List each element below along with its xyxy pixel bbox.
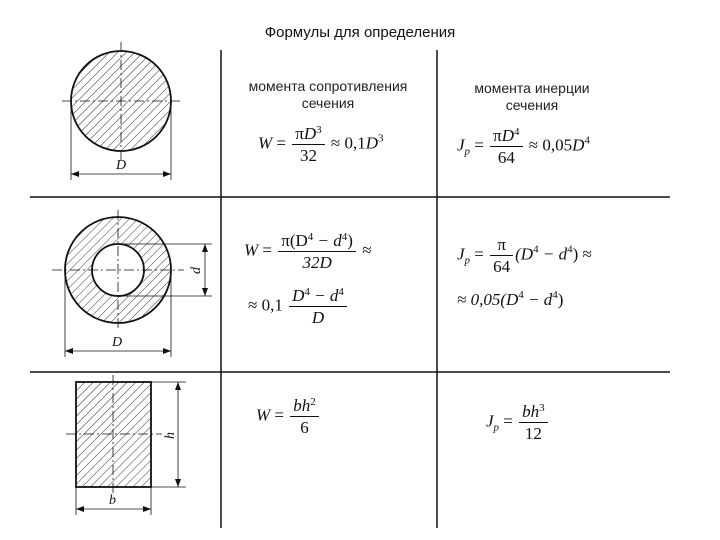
denominator: 12 [524,424,542,443]
numerator: bh [522,402,540,421]
dim-label-inner-diameter: d [189,267,204,274]
dim-label-width: b [109,493,116,508]
pi-symbol: π [493,126,502,145]
header-line: сечения [301,95,355,111]
dim-label-height: h [163,432,178,439]
dim-label-outer-diameter: D [116,158,127,173]
fraction [289,287,347,326]
approximation: ≈ 0,1 [330,133,366,153]
subscript: p [464,254,471,267]
formula-w-annulus [244,232,372,271]
formula-w-circle [258,125,384,164]
exponent: 3 [539,402,545,414]
num-var: D [292,286,305,305]
formula-w-annulus-approx [248,287,349,326]
approximation: ≈ 0,1 [248,295,283,315]
formula-lhs: W [256,405,271,425]
formula-mid: − d [523,290,553,309]
exponent: 4 [338,286,344,298]
formula-end: ) [557,290,564,309]
exponent: 4 [567,243,573,256]
formula-lhs: W [244,240,259,260]
equals-sign: = [274,405,285,425]
formula-w-rectangle [256,397,321,436]
exponent: 4 [341,231,348,243]
equals-sign: = [276,133,287,153]
num-var: D [501,126,515,145]
formula-j-rectangle [486,403,550,442]
formula-lhs: J [486,411,494,431]
formula-j-circle [457,127,590,166]
numerator: bh [293,396,311,415]
approx-var: D [572,135,585,155]
header-line: сечения [505,97,559,113]
denominator: D [311,308,325,327]
equals-sign: = [262,240,273,260]
equals-sign: = [474,244,484,264]
dim-label-outer-diameter: D [112,335,123,350]
numerator-start: π(D [281,231,308,250]
denominator: 64 [493,257,511,276]
pi-symbol: π [295,124,304,143]
page-title: Формулы для определения [264,24,456,41]
exponent: 4 [533,243,539,256]
header-line: момента сопротивления [248,78,408,94]
annulus-section [52,210,212,357]
formula-j-annulus [457,236,592,275]
formula-body: (D [515,244,534,264]
subscript: p [493,421,500,434]
exponent: 2 [310,396,316,408]
formula-lhs: W [258,133,273,153]
header-moment-inertia [442,80,622,114]
formula-lhs: J [457,244,465,264]
exponent: 3 [378,132,384,145]
fraction [490,236,513,275]
fraction [292,125,324,164]
approximation: ≈ [362,240,372,260]
exponent: 4 [584,134,590,147]
numerator-end: ) [347,231,353,250]
header-moment-resistance [228,78,428,112]
fraction [519,403,548,442]
approximation: ≈ 0,05 [528,135,573,155]
fraction [490,127,522,166]
numerator-mid: − d [313,231,342,250]
formula-j-annulus-approx [457,291,563,308]
formula-lhs: J [457,135,465,155]
fraction [278,232,356,271]
subscript: p [464,145,471,158]
exponent: 4 [307,231,314,243]
approx-var: D [365,133,379,153]
numerator: π [490,236,513,256]
exponent: 4 [514,126,520,138]
denominator: 32 [299,146,317,165]
denominator: 6 [300,418,309,437]
formula-mid: − d [538,244,568,264]
exponent: 4 [552,289,558,301]
numerator-mid: − d [309,286,339,305]
denominator: 64 [497,148,515,167]
exponent: 3 [316,124,322,136]
formula-end: ) ≈ [572,244,592,264]
header-line: момента инерции [474,80,590,96]
denominator: 32D [302,253,332,272]
approximation: ≈ 0,05(D [457,290,519,309]
exponent: 4 [518,289,524,301]
equals-sign: = [503,411,513,431]
rectangle-section [66,375,186,515]
exponent: 4 [304,286,310,298]
num-var: D [303,124,317,143]
equals-sign: = [474,135,484,155]
fraction [290,397,319,436]
